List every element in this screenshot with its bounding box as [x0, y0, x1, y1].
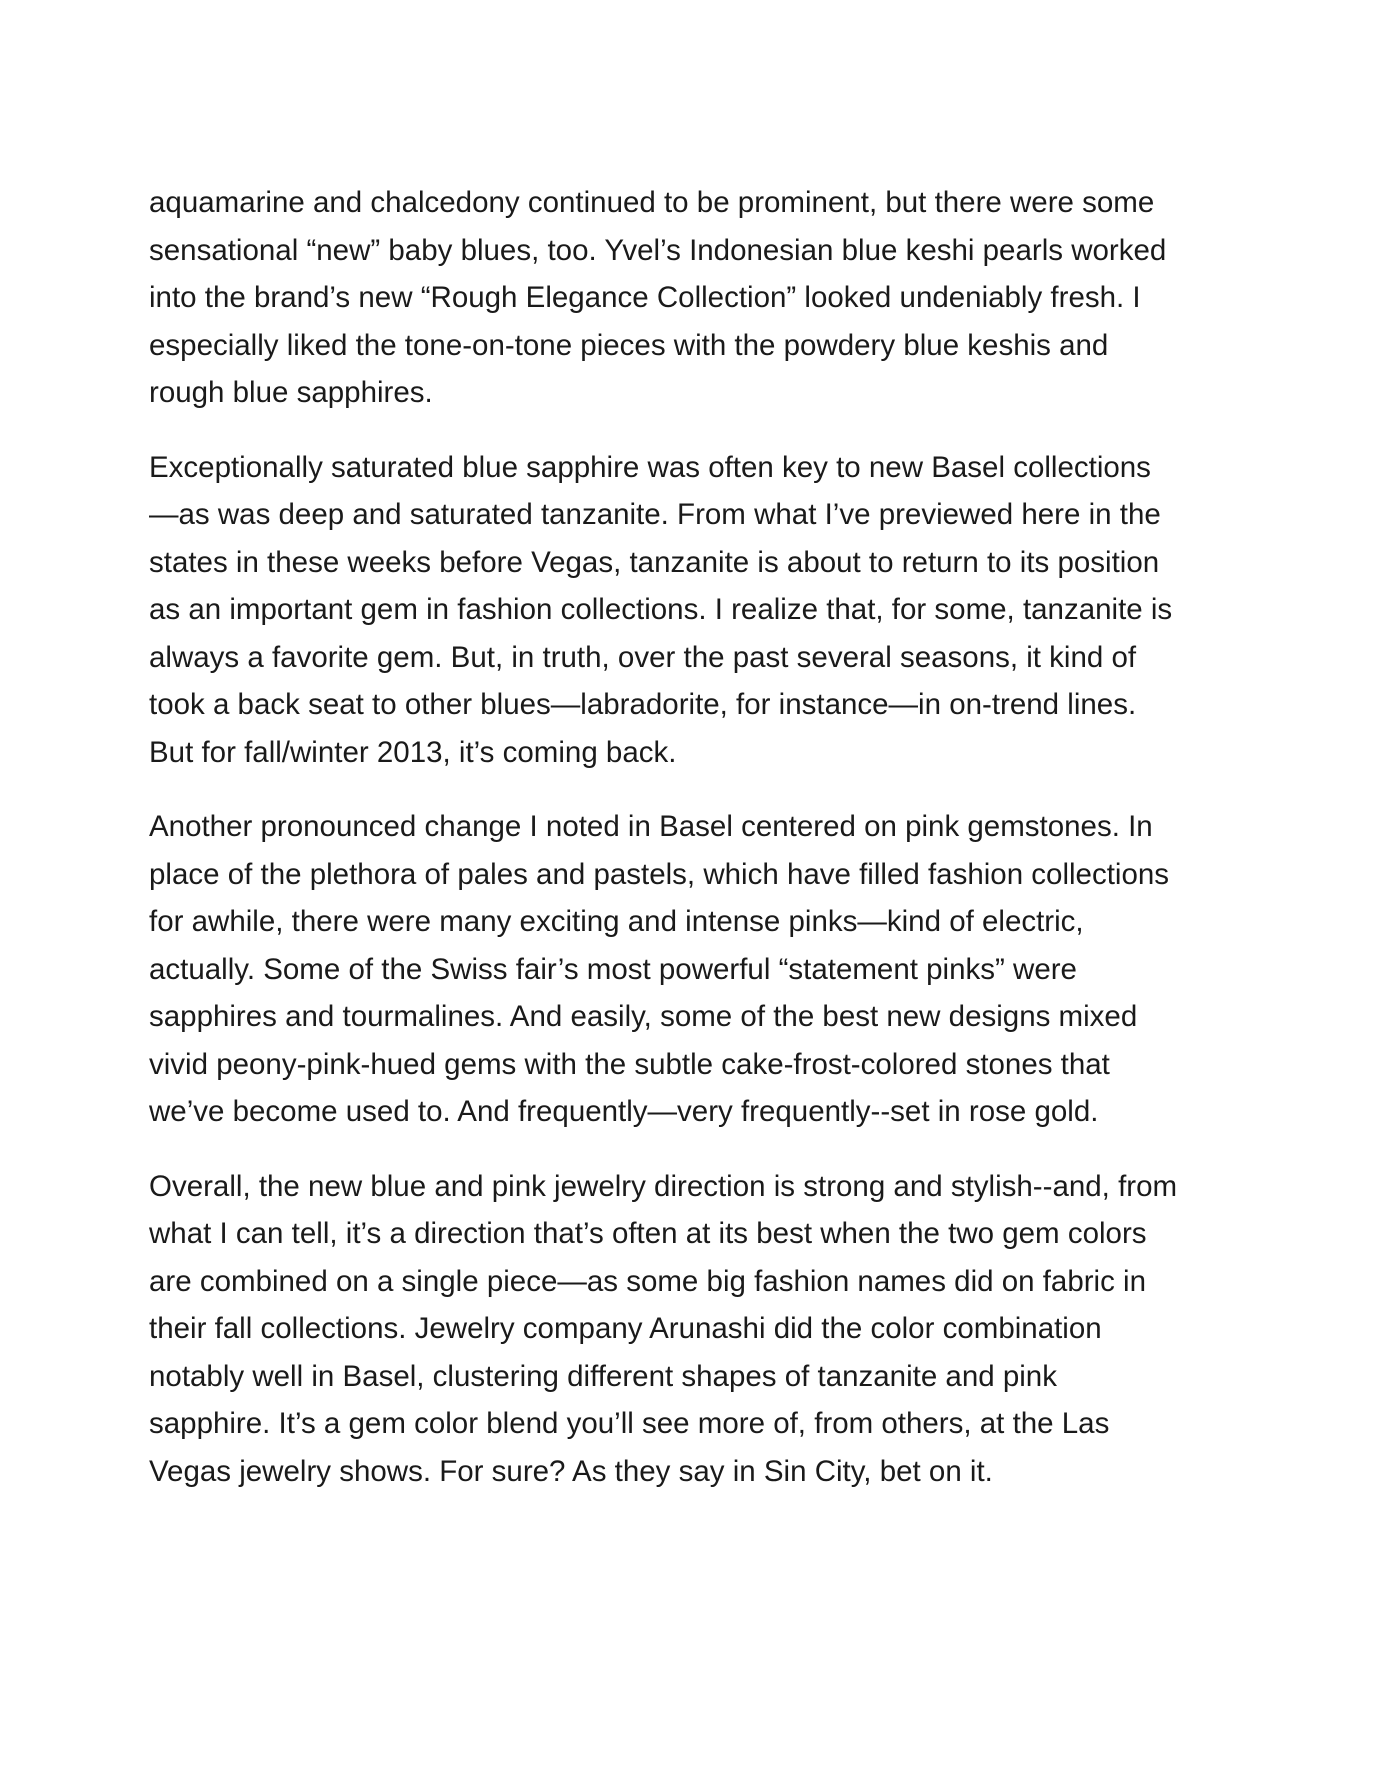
text-line: aquamarine and chalcedony continued to be prominent, but there were some — [149, 186, 1155, 219]
text-line: —as was deep and saturated tanzanite. From what I’ve previewed here in the — [149, 498, 1161, 531]
text-line: are combined on a single piece—as some big fashion names did on fabric in — [149, 1264, 1147, 1298]
text-line: what I can tell, it’s a direction that’s often at its best when the two gem colors — [149, 1217, 1147, 1250]
text-line: place of the plethora of pales and pastels, which have filled fashion collections — [149, 857, 1170, 891]
text-line: Overall, the new blue and pink jewelry direction is strong and stylish--and, from — [149, 1169, 1178, 1203]
text-line: as an important gem in fashion collections. I realize that, for some, tanzanite is — [149, 593, 1173, 626]
text-line: sapphire. It’s a gem color blend you’ll see more of, from others, at the Las — [149, 1407, 1110, 1440]
paragraph-3 — [149, 803, 1259, 1136]
paragraph-1 — [149, 179, 1259, 417]
text-line: especially liked the tone-on-tone pieces with the powdery blue keshis and — [149, 328, 1109, 362]
text-line: Another pronounced change I noted in Basel centered on pink gemstones. In — [149, 810, 1153, 843]
text-line: vivid peony-pink-hued gems with the subtle cake-frost-colored stones that — [149, 1047, 1110, 1081]
text-line: into the brand’s new “Rough Elegance Collection” looked undeniably fresh. I — [149, 281, 1141, 314]
text-line: sensational “new” baby blues, too. Yvel’s Indonesian blue keshi pearls worked — [149, 233, 1167, 267]
text-line: we’ve become used to. And frequently—very frequently--set in rose gold. — [149, 1095, 1099, 1128]
text-line: took a back seat to other blues—labradorite, for instance—in on-trend lines. — [149, 688, 1137, 721]
text-line: for awhile, there were many exciting and intense pinks—kind of electric, — [149, 905, 1084, 938]
text-line: states in these weeks before Vegas, tanzanite is about to return to its position — [149, 545, 1160, 579]
text-line: Exceptionally saturated blue sapphire was often key to new Basel collections — [149, 450, 1151, 484]
text-line: But for fall/winter 2013, it’s coming back. — [149, 735, 677, 769]
text-line: always a favorite gem. But, in truth, over the past several seasons, it kind of — [149, 640, 1137, 674]
text-line: actually. Some of the Swiss fair’s most powerful “statement pinks” were — [149, 952, 1077, 986]
text-line: their fall collections. Jewelry company Arunashi did the color combination — [149, 1312, 1102, 1345]
paragraph-2 — [149, 444, 1259, 777]
paragraph-4 — [149, 1163, 1259, 1496]
text-line: Vegas jewelry shows. For sure? As they say in Sin City, bet on it. — [149, 1454, 993, 1488]
article-body — [149, 179, 1259, 1522]
text-line: notably well in Basel, clustering different shapes of tanzanite and pink — [149, 1359, 1057, 1393]
text-line: rough blue sapphires. — [149, 376, 433, 409]
text-line: sapphires and tourmalines. And easily, some of the best new designs mixed — [149, 1000, 1138, 1033]
